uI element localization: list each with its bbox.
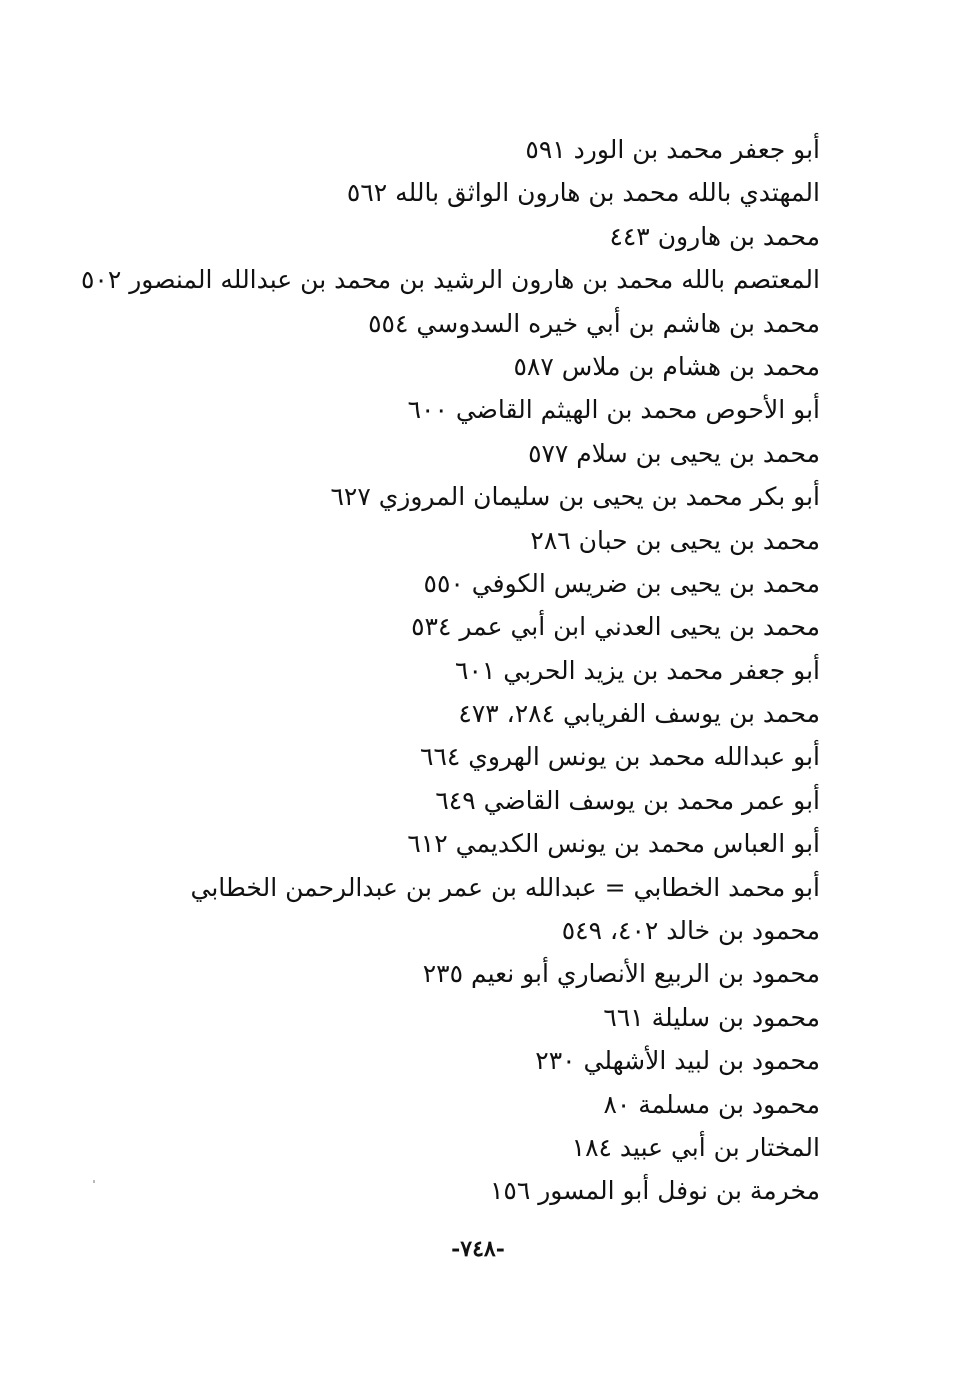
index-entry: محمود بن سليلة ٦٦١ — [603, 1002, 820, 1032]
index-entry: أبو عمر محمد بن يوسف القاضي ٦٤٩ — [435, 785, 820, 815]
index-entry: أبو العباس محمد بن يونس الكديمي ٦١٢ — [407, 829, 820, 859]
index-entry: أبو الأحوص محمد بن الهيثم القاضي ٦٠٠ — [407, 395, 820, 425]
index-entry: أبو بكر محمد بن يحيى بن سليمان المروزي ٦٢٧ — [330, 482, 820, 512]
scan-speck — [93, 1180, 95, 1183]
index-entry: المعتصم بالله محمد بن هارون الرشيد بن محمد بن عبدالله المنصور ٥٠٢ — [80, 265, 820, 295]
index-entry: محمد بن يحيى بن سلام ٥٧٧ — [528, 438, 820, 468]
index-entry: محمد بن يحيى بن حبان ٢٨٦ — [530, 525, 820, 555]
index-entry: محمود بن الربيع الأنصاري أبو نعيم ٢٣٥ — [422, 959, 820, 989]
index-entry: مخرمة بن نوفل أبو المسور ١٥٦ — [489, 1176, 820, 1206]
index-entry: أبو جعفر محمد بن يزيد الحربي ٦٠١ — [455, 655, 820, 685]
index-entry: المختار بن أبي عبيد ١٨٤ — [571, 1132, 820, 1162]
index-entry: أبو عبدالله محمد بن يونس الهروي ٦٦٤ — [420, 742, 820, 772]
index-entry: المهتدي بالله محمد بن هارون الواثق بالله ٥٦٢ — [346, 178, 820, 208]
index-entry: محمود بن مسلمة ٨٠ — [603, 1089, 820, 1119]
index-entry: محمود بن خالد ٤٠٢، ٥٤٩ — [561, 916, 820, 946]
index-entry-list — [80, 128, 820, 1213]
index-entry: أبو محمد الخطابي = عبدالله بن عمر بن عبدالرحمن الخطابي — [190, 872, 820, 902]
index-entry: محمد بن هاشم بن أبي خيره السدوسي ٥٥٤ — [368, 308, 820, 338]
index-entry: محمد بن يحيى بن ضريس الكوفي ٥٥٠ — [423, 568, 820, 598]
index-entry: محمد بن هارون ٤٤٣ — [609, 221, 820, 251]
index-entry: محمد بن يحيى العدني ابن أبي عمر ٥٣٤ — [411, 612, 820, 642]
index-entry: محمود بن لبيد الأشهلي ٢٣٠ — [535, 1046, 820, 1076]
page-number: -٧٤٨- — [451, 1236, 505, 1262]
index-entry: محمد بن هشام بن ملاس ٥٨٧ — [513, 351, 820, 381]
index-entry: محمد بن يوسف الفريابي ٢٨٤، ٤٧٣ — [458, 699, 820, 729]
index-entry: أبو جعفر محمد بن الورد ٥٩١ — [525, 135, 820, 164]
